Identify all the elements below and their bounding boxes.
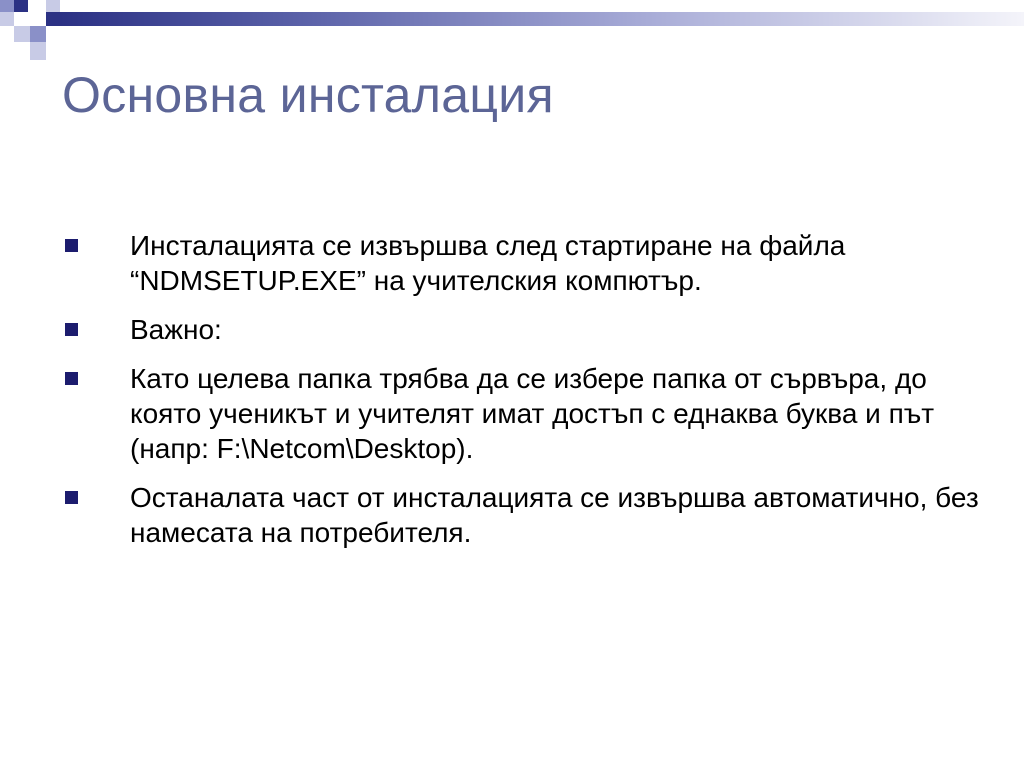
slide-title: Основна инсталация (62, 67, 554, 123)
bullet-text: Като целева папка трябва да се избере папка от сървъра, до която ученикът и учителят имат достъп с еднаква буква и път (напр: F:\Netcom\Desktop). (130, 363, 935, 464)
square-bullet-icon (65, 323, 78, 336)
bullet-list (60, 228, 980, 564)
square-bullet-icon (65, 372, 78, 385)
square-bullet-icon (65, 239, 78, 252)
bullet-item (60, 480, 980, 550)
bullet-item (60, 312, 980, 347)
bullet-text: Важно: (130, 314, 222, 345)
header-gradient-bar (60, 12, 1024, 26)
bullet-item (60, 228, 980, 298)
bullet-item (60, 361, 980, 466)
square-bullet-icon (65, 491, 78, 504)
bullet-text: Инсталацията се извършва след стартиране на файла “NDMSETUP.EXE” на учителския компютър. (130, 230, 846, 296)
bullet-text: Останалата част от инсталацията се извършва автоматично, без намесата на потребителя. (130, 482, 979, 548)
